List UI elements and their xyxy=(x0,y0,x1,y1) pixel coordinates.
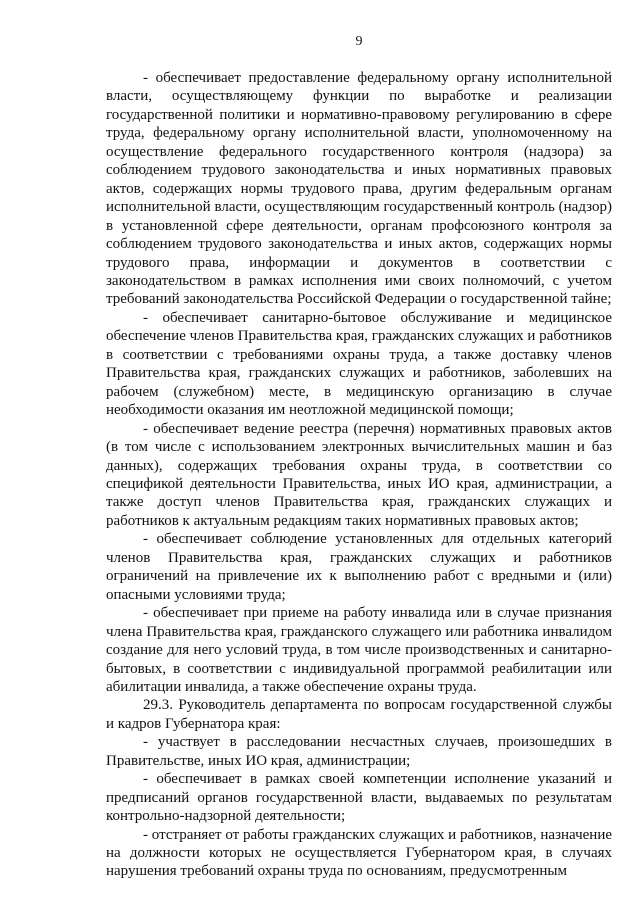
section-heading-29-3: 29.3. Руководитель департамента по вопросам государственной службы и кадров Губернатора края: xyxy=(106,697,612,732)
paragraph-1: - обеспечивает предоставление федеральному органу исполнительной власти, осуществляющему функции по выработке и реализации государственной политики и нормативно-правовому регулированию в сфере труда, федеральному органу исполнительной власти, уполномоченному на осуществление федерального государственного контроля (надзора) за соблюдением трудового законодательства и иных нормативных правовых актов, содержащих нормы трудового права, другим федеральным органам исполнительной власти, осуществляющим государственный контроль (надзор) в установленной сфере деятельности, органам профсоюзного контроля за соблюдением трудового законодательства и иных актов, содержащих нормы трудового права, информации и документов в соответствии с законодательством в рамках исполнения ими своих полномочий, с учетом требований законодательства Российской Федерации о государственной тайне; xyxy=(106,70,612,308)
paragraph-7: - участвует в расследовании несчастных случаев, произошедших в Правительстве, иных ИО края, администрации; xyxy=(106,734,612,769)
paragraph-8: - обеспечивает в рамках своей компетенции исполнение указаний и предписаний органов государственной власти, выдаваемых по результатам контрольно-надзорной деятельности; xyxy=(106,771,612,825)
page-number: 9 xyxy=(355,34,363,49)
paragraph-9: - отстраняет от работы гражданских служащих и работников, назначение на должности которых не осуществляется Губернатором края, в случаях нарушения требований охраны труда по основаниям, предусмотренным xyxy=(106,826,612,880)
paragraph-5: - обеспечивает при приеме на работу инвалида или в случае признания члена Правительства края, гражданского служащего или работника инвалидом создание для него условий труда, в том числе производственных и санитарно-бытовых, в соответствии с индивидуальной программой реабилитации или абилитации инвалида, а также обеспечение охраны труда. xyxy=(106,605,612,695)
paragraph-2: - обеспечивает санитарно-бытовое обслуживание и медицинское обеспечение членов Правительства края, гражданских служащих и работников в соответствии с требованиями охраны труда, а также доставку членов Правительства края, гражданских служащих и работников, заболевших на рабочем (служебном) месте, в медицинскую организацию в случае необходимости оказания им неотложной медицинской помощи; xyxy=(106,309,612,419)
paragraph-3: - обеспечивает ведение реестра (перечня) нормативных правовых актов (в том числе с использованием электронных вычислительных машин и баз данных), содержащих требования охраны труда, в соответствии со спецификой деятельности Правительства, иных ИО края, администрации, а также доступ членов Правительства края, гражданских служащих и работников к актуальным редакциям таких нормативных правовых актов; xyxy=(106,420,612,529)
paragraph-4: - обеспечивает соблюдение установленных для отдельных категорий членов Правительства края, гражданских служащих и работников ограничений на привлечение их к выполнению работ с вредными и (или) опасными условиями труда; xyxy=(106,531,612,603)
